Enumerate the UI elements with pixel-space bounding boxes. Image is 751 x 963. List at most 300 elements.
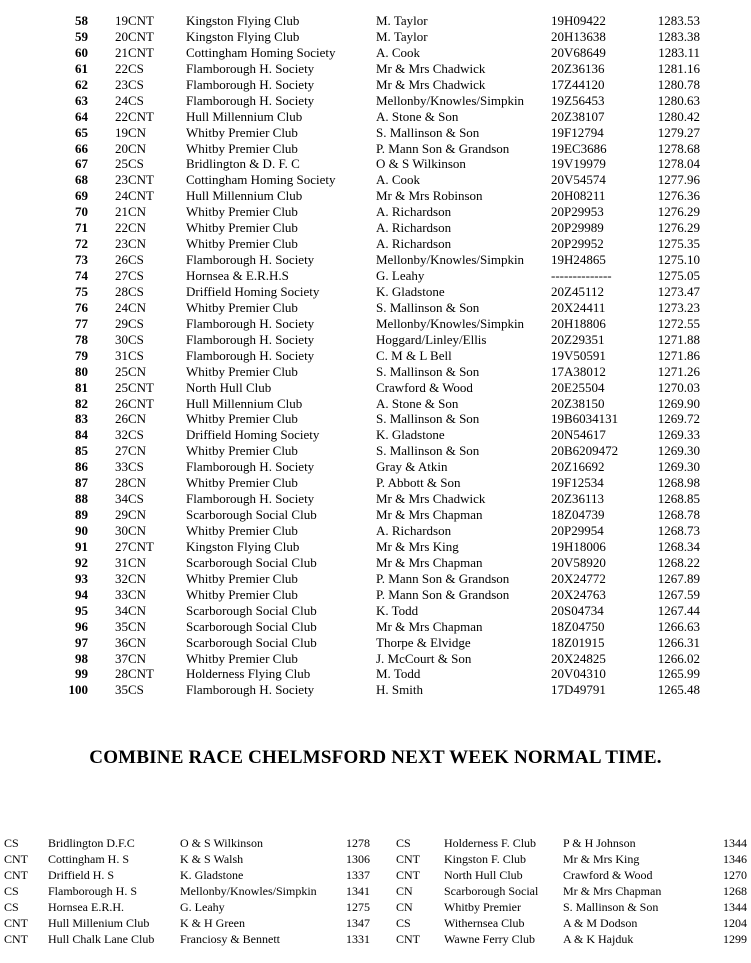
winner-club: Hull Millenium Club <box>48 916 150 930</box>
winner-member: K & H Green <box>180 916 245 930</box>
result-fancier: Hoggard/Linley/Ellis <box>376 331 487 347</box>
result-velocity: 1265.99 <box>657 666 700 682</box>
result-position: 89 <box>75 507 88 523</box>
result-ring-number: 20H08211 <box>551 188 606 204</box>
result-club: Flamborough H. Society <box>186 315 315 331</box>
result-fancier: S. Mallinson & Son <box>376 299 480 315</box>
result-velocity: 1266.63 <box>657 618 700 634</box>
result-velocity: 1269.30 <box>657 443 700 459</box>
result-ring-number: 20X24825 <box>551 650 606 666</box>
result-ring-number: 17A38012 <box>551 363 606 379</box>
result-velocity: 1266.02 <box>657 650 700 666</box>
result-velocity: 1269.33 <box>657 427 700 443</box>
result-club: Flamborough H. Society <box>186 682 315 698</box>
result-code: 19CNT <box>115 13 154 28</box>
result-club: Flamborough H. Society <box>186 60 315 76</box>
result-ring-number: 19EC3686 <box>551 140 607 156</box>
winner-type: CNT <box>4 916 28 930</box>
result-position: 71 <box>75 220 88 236</box>
result-fancier: A. Richardson <box>376 523 452 538</box>
result-code: 35CS <box>115 682 144 698</box>
result-ring-number: 20Z38107 <box>551 108 605 124</box>
winner-type: CN <box>396 900 413 914</box>
winner-velocity: 1347 <box>346 916 370 930</box>
winner-type: CNT <box>4 868 28 882</box>
result-club: Kingston Flying Club <box>186 538 300 554</box>
result-fancier: M. Taylor <box>376 28 428 44</box>
result-club: Whitby Premier Club <box>186 363 298 379</box>
result-club: Whitby Premier Club <box>186 124 298 140</box>
winner-member: G. Leahy <box>180 900 225 914</box>
result-club: Hull Millennium Club <box>186 188 303 204</box>
result-club: Whitby Premier Club <box>186 443 298 459</box>
result-position: 79 <box>75 347 88 363</box>
result-ring-number: 20V68649 <box>551 44 606 60</box>
result-fancier: G. Leahy <box>376 268 425 283</box>
result-position: 98 <box>75 650 88 666</box>
winner-velocity: 1331 <box>346 932 370 946</box>
result-club: Flamborough H. Society <box>186 252 315 268</box>
result-fancier: Mr & Mrs Chapman <box>376 507 483 523</box>
result-position: 94 <box>75 586 88 602</box>
winner-club: Flamborough H. S <box>48 884 138 898</box>
result-code: 25CN <box>115 363 147 379</box>
winner-velocity: 1278 <box>346 836 370 850</box>
result-position: 77 <box>75 315 88 331</box>
result-fancier: Mr & Mrs Chapman <box>376 618 483 634</box>
winner-velocity: 1275 <box>346 900 370 914</box>
result-velocity: 1268.85 <box>657 491 700 507</box>
result-position: 88 <box>75 491 88 507</box>
result-position: 68 <box>75 172 88 188</box>
result-velocity: 1269.30 <box>657 459 700 475</box>
result-position: 59 <box>75 28 88 44</box>
result-row <box>0 284 751 300</box>
result-position: 83 <box>75 411 88 427</box>
result-code: 21CN <box>115 204 147 220</box>
result-row <box>0 156 751 172</box>
result-position: 65 <box>75 124 88 140</box>
winner-member: Mr & Mrs Chapman <box>563 884 662 898</box>
winner-type: CNT <box>4 852 28 866</box>
winner-member: O & S Wilkinson <box>180 836 263 850</box>
result-fancier: K. Gladstone <box>376 283 445 299</box>
result-code: 30CN <box>115 523 147 538</box>
result-velocity: 1268.78 <box>657 507 700 523</box>
result-code: 21CNT <box>115 44 154 60</box>
result-row <box>0 29 751 45</box>
result-velocity: 1276.36 <box>657 188 700 204</box>
result-code: 20CN <box>115 140 147 156</box>
result-velocity: 1269.90 <box>657 395 700 411</box>
result-row <box>0 332 751 348</box>
winner-type: CNT <box>396 932 420 946</box>
result-velocity: 1267.44 <box>657 602 700 618</box>
result-row <box>0 188 751 204</box>
result-velocity: 1276.29 <box>657 220 700 236</box>
result-club: Hornsea & E.R.H.S <box>186 268 289 283</box>
result-row <box>0 300 751 316</box>
result-row <box>0 587 751 603</box>
result-ring-number: 20Z38150 <box>551 395 605 411</box>
winner-club: Scarborough Social <box>444 884 539 898</box>
result-code: 33CS <box>115 459 144 475</box>
result-row <box>0 555 751 571</box>
result-position: 96 <box>75 618 88 634</box>
winner-member: A & K Hajduk <box>563 932 634 946</box>
result-fancier: K. Todd <box>376 602 419 618</box>
result-position: 97 <box>75 634 88 650</box>
result-velocity: 1269.72 <box>657 411 700 427</box>
club-winner-row <box>0 867 751 883</box>
result-code: 24CN <box>115 299 147 315</box>
result-velocity: 1266.31 <box>657 634 700 650</box>
result-velocity: 1278.04 <box>657 156 700 172</box>
result-row <box>0 571 751 587</box>
winner-velocity: 1337 <box>346 868 370 882</box>
result-position: 90 <box>75 523 88 538</box>
result-ring-number: 20P29952 <box>551 236 604 252</box>
winner-velocity: 1270 <box>723 868 747 882</box>
result-club: Scarborough Social Club <box>186 554 317 570</box>
result-velocity: 1276.29 <box>657 204 700 220</box>
result-velocity: 1270.03 <box>657 379 700 395</box>
result-row <box>0 61 751 77</box>
result-club: Whitby Premier Club <box>186 650 298 666</box>
winner-club: Withernsea Club <box>444 916 525 930</box>
result-club: Flamborough H. Society <box>186 92 315 108</box>
result-row <box>0 172 751 188</box>
result-position: 76 <box>75 299 88 315</box>
winner-type: CS <box>4 836 19 850</box>
result-club: Hull Millennium Club <box>186 395 303 411</box>
result-ring-number: 19V19979 <box>551 156 606 172</box>
winner-type: CNT <box>4 932 28 946</box>
winner-type: CS <box>4 900 19 914</box>
result-ring-number: 20Z45112 <box>551 283 604 299</box>
result-code: 22CNT <box>115 108 154 124</box>
result-fancier: M. Taylor <box>376 13 428 28</box>
result-velocity: 1273.47 <box>657 283 700 299</box>
result-row <box>0 13 751 29</box>
winner-type: CNT <box>396 852 420 866</box>
result-code: 31CN <box>115 554 147 570</box>
result-row <box>0 666 751 682</box>
result-velocity: 1280.78 <box>657 76 700 92</box>
result-club: Whitby Premier Club <box>186 140 298 156</box>
winner-type: CS <box>396 836 411 850</box>
winner-member: S. Mallinson & Son <box>563 900 659 914</box>
winner-member: K. Gladstone <box>180 868 244 882</box>
result-row <box>0 45 751 61</box>
result-velocity: 1268.34 <box>657 538 700 554</box>
result-fancier: Crawford & Wood <box>376 379 473 395</box>
result-code: 19CN <box>115 124 147 140</box>
winner-velocity: 1346 <box>723 852 747 866</box>
result-fancier: A. Richardson <box>376 236 452 252</box>
result-club: Scarborough Social Club <box>186 507 317 523</box>
result-velocity: 1275.10 <box>657 252 700 268</box>
result-club: Kingston Flying Club <box>186 13 300 28</box>
result-fancier: Mr & Mrs Chapman <box>376 554 483 570</box>
result-ring-number: 19Z56453 <box>551 92 605 108</box>
result-position: 60 <box>75 44 88 60</box>
result-position: 82 <box>75 395 88 411</box>
result-code: 32CN <box>115 570 147 586</box>
result-fancier: A. Stone & Son <box>376 108 459 124</box>
winner-type: CS <box>4 884 19 898</box>
result-velocity: 1283.53 <box>657 13 700 28</box>
result-velocity: 1275.35 <box>657 236 700 252</box>
result-code: 37CN <box>115 650 147 666</box>
winner-member: Mr & Mrs King <box>563 852 640 866</box>
club-winner-row <box>0 835 751 851</box>
winner-member: A & M Dodson <box>563 916 638 930</box>
result-code: 28CS <box>115 283 144 299</box>
result-code: 31CS <box>115 347 144 363</box>
result-fancier: P. Mann Son & Grandson <box>376 586 510 602</box>
result-ring-number: 20H13638 <box>551 28 606 44</box>
result-club: North Hull Club <box>186 379 272 395</box>
result-velocity: 1280.42 <box>657 108 700 124</box>
result-fancier: Mr & Mrs Chadwick <box>376 76 486 92</box>
result-code: 33CN <box>115 586 147 602</box>
result-fancier: A. Richardson <box>376 204 452 220</box>
result-velocity: 1267.59 <box>657 586 700 602</box>
result-fancier: S. Mallinson & Son <box>376 124 480 140</box>
winner-club: Hull Chalk Lane Club <box>48 932 155 946</box>
result-row <box>0 204 751 220</box>
result-club: Whitby Premier Club <box>186 411 298 427</box>
result-position: 100 <box>68 682 88 698</box>
result-club: Whitby Premier Club <box>186 204 298 220</box>
winner-velocity: 1268 <box>723 884 747 898</box>
result-position: 95 <box>75 602 88 618</box>
result-code: 26CN <box>115 411 147 427</box>
result-code: 29CS <box>115 315 144 331</box>
result-fancier: A. Stone & Son <box>376 395 459 411</box>
result-position: 67 <box>75 156 88 172</box>
result-row <box>0 411 751 427</box>
result-ring-number: 20X24772 <box>551 570 606 586</box>
result-position: 69 <box>75 188 88 204</box>
result-ring-number: 20X24411 <box>551 299 606 315</box>
result-row <box>0 603 751 619</box>
result-velocity: 1279.27 <box>657 124 700 140</box>
result-position: 64 <box>75 108 88 124</box>
result-ring-number: 19V50591 <box>551 347 606 363</box>
winner-member: P & H Johnson <box>563 836 636 850</box>
winner-velocity: 1341 <box>346 884 370 898</box>
result-code: 27CN <box>115 443 147 459</box>
result-ring-number: 18Z04750 <box>551 618 605 634</box>
winner-member: Franciosy & Bennett <box>180 932 280 946</box>
result-club: Flamborough H. Society <box>186 347 315 363</box>
result-row <box>0 380 751 396</box>
result-position: 63 <box>75 92 88 108</box>
winner-club: Bridlington D.F.C <box>48 836 135 850</box>
result-position: 99 <box>75 666 88 682</box>
result-row <box>0 507 751 523</box>
result-position: 70 <box>75 204 88 220</box>
result-row <box>0 93 751 109</box>
result-row <box>0 77 751 93</box>
result-position: 86 <box>75 459 88 475</box>
winner-club: Driffield H. S <box>48 868 115 882</box>
result-ring-number: 20E25504 <box>551 379 605 395</box>
winner-member: K & S Walsh <box>180 852 244 866</box>
result-code: 20CNT <box>115 28 154 44</box>
club-winner-row <box>0 899 751 915</box>
result-ring-number: 19F12534 <box>551 475 604 491</box>
result-velocity: 1275.05 <box>657 268 700 283</box>
winner-club: Kingston F. Club <box>444 852 527 866</box>
result-fancier: Mr & Mrs Robinson <box>376 188 483 204</box>
club-winners-table <box>0 835 751 947</box>
result-fancier: M. Todd <box>376 666 421 682</box>
result-club: Cottingham Homing Society <box>186 44 336 60</box>
result-club: Scarborough Social Club <box>186 602 317 618</box>
result-row <box>0 252 751 268</box>
result-fancier: Mr & Mrs Chadwick <box>376 491 486 507</box>
result-position: 85 <box>75 443 88 459</box>
result-fancier: A. Cook <box>376 44 421 60</box>
result-row <box>0 268 751 284</box>
result-club: Scarborough Social Club <box>186 618 317 634</box>
result-club: Scarborough Social Club <box>186 634 317 650</box>
result-ring-number: 19H09422 <box>551 13 606 28</box>
result-code: 36CN <box>115 634 147 650</box>
result-fancier: S. Mallinson & Son <box>376 363 480 379</box>
result-fancier: Mellonby/Knowles/Simpkin <box>376 252 525 268</box>
result-position: 78 <box>75 331 88 347</box>
results-table <box>0 13 751 698</box>
result-club: Flamborough H. Society <box>186 331 315 347</box>
winner-club: North Hull Club <box>444 868 523 882</box>
result-velocity: 1268.98 <box>657 475 700 491</box>
result-code: 28CNT <box>115 666 154 682</box>
result-ring-number: 20B6209472 <box>551 443 619 459</box>
result-position: 84 <box>75 427 88 443</box>
result-club: Flamborough H. Society <box>186 459 315 475</box>
result-code: 22CS <box>115 60 144 76</box>
result-code: 29CN <box>115 507 147 523</box>
club-winner-row <box>0 931 751 947</box>
result-position: 80 <box>75 363 88 379</box>
winner-velocity: 1344 <box>723 900 747 914</box>
result-club: Whitby Premier Club <box>186 220 298 236</box>
result-code: 30CS <box>115 331 144 347</box>
winner-type: CS <box>396 916 411 930</box>
result-ring-number: 17D49791 <box>551 682 606 698</box>
winner-club: Cottingham H. S <box>48 852 130 866</box>
result-velocity: 1271.88 <box>657 331 700 347</box>
result-position: 87 <box>75 475 88 491</box>
result-club: Cottingham Homing Society <box>186 172 336 188</box>
result-row <box>0 443 751 459</box>
result-ring-number: 20Z36113 <box>551 491 604 507</box>
result-code: 23CN <box>115 236 147 252</box>
result-code: 25CS <box>115 156 144 172</box>
result-code: 25CNT <box>115 379 154 395</box>
result-fancier: P. Abbott & Son <box>376 475 461 491</box>
result-club: Bridlington & D. F. C <box>186 156 300 172</box>
result-club: Flamborough H. Society <box>186 491 315 507</box>
result-row <box>0 459 751 475</box>
result-velocity: 1271.86 <box>657 347 700 363</box>
result-ring-number: 20P29954 <box>551 523 604 538</box>
result-row <box>0 141 751 157</box>
result-row <box>0 125 751 141</box>
winner-velocity: 1344 <box>723 836 747 850</box>
result-code: 27CNT <box>115 538 154 554</box>
result-velocity: 1268.73 <box>657 523 700 538</box>
result-velocity: 1268.22 <box>657 554 700 570</box>
result-ring-number: 19H18006 <box>551 538 606 554</box>
result-fancier: A. Richardson <box>376 220 452 236</box>
result-ring-number: 20Z29351 <box>551 331 605 347</box>
result-position: 81 <box>75 379 88 395</box>
result-position: 58 <box>75 13 88 28</box>
result-velocity: 1280.63 <box>657 92 700 108</box>
result-velocity: 1283.11 <box>658 44 700 60</box>
result-fancier: O & S Wilkinson <box>376 156 466 172</box>
result-code: 22CN <box>115 220 147 236</box>
result-position: 91 <box>75 538 88 554</box>
result-fancier: C. M & L Bell <box>376 347 452 363</box>
result-club: Whitby Premier Club <box>186 236 298 252</box>
result-club: Driffield Homing Society <box>186 427 320 443</box>
result-velocity: 1277.96 <box>657 172 700 188</box>
winner-type: CN <box>396 884 413 898</box>
result-code: 28CN <box>115 475 147 491</box>
result-fancier: Gray & Atkin <box>376 459 448 475</box>
result-fancier: Mellonby/Knowles/Simpkin <box>376 92 525 108</box>
result-row <box>0 651 751 667</box>
result-club: Whitby Premier Club <box>186 475 298 491</box>
winner-club: Wawne Ferry Club <box>444 932 536 946</box>
result-ring-number: 20V04310 <box>551 666 606 682</box>
result-ring-number: 19F12794 <box>551 124 604 140</box>
result-row <box>0 396 751 412</box>
result-fancier: K. Gladstone <box>376 427 445 443</box>
result-code: 26CNT <box>115 395 154 411</box>
result-ring-number: 17Z44120 <box>551 76 605 92</box>
result-row <box>0 348 751 364</box>
result-code: 35CN <box>115 618 147 634</box>
result-fancier: J. McCourt & Son <box>376 650 472 666</box>
result-ring-number: 20Z36136 <box>551 60 605 76</box>
club-winner-row <box>0 883 751 899</box>
result-ring-number: -------------- <box>551 268 612 283</box>
result-row <box>0 619 751 635</box>
result-ring-number: 20V58920 <box>551 554 606 570</box>
result-row <box>0 635 751 651</box>
result-row <box>0 220 751 236</box>
result-club: Whitby Premier Club <box>186 570 298 586</box>
result-code: 32CS <box>115 427 144 443</box>
result-row <box>0 491 751 507</box>
result-ring-number: 20P29953 <box>551 204 604 220</box>
result-velocity: 1281.16 <box>657 60 700 76</box>
result-ring-number: 20S04734 <box>551 602 604 618</box>
result-velocity: 1267.89 <box>657 570 700 586</box>
result-position: 72 <box>75 236 88 252</box>
result-row <box>0 236 751 252</box>
result-fancier: S. Mallinson & Son <box>376 411 480 427</box>
result-position: 61 <box>75 60 88 76</box>
result-row <box>0 682 751 698</box>
